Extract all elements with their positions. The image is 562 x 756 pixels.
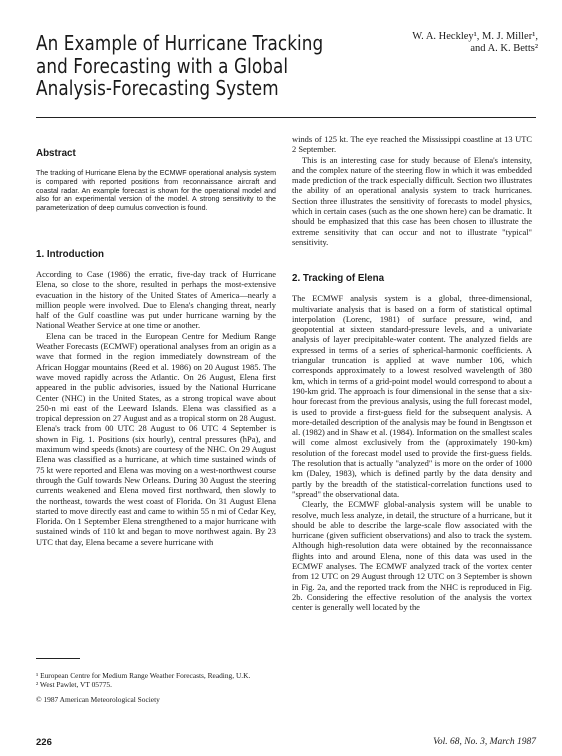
author-list — [412, 31, 538, 55]
title-line-1: An Example of Hurricane Tracking — [36, 31, 324, 55]
footnotes — [36, 672, 276, 705]
tracking-paragraph-2: Clearly, the ECMWF global-analysis system will be unable to resolve, much less analyze, in detail, the structure of a hurricane, but it should be able to describe the large-scale flow associated with the hurricane (given sufficient observations) and also to track the system. Although high-resolution data were obtained by the reconnaissance flights into and around Elena, none of this data was used in the ECMWF analyses. The ECMWF analyzed track of the vortex center from 12 UTC on 29 August through 12 UTC on 3 September is shown in Fig. 2a, and the reported track from the NHC is reproduced in Fig. 2b. Considering the effective resolution of the analysis the vortex center is generally well located by the — [292, 499, 532, 613]
introduction-heading: 1. Introduction — [36, 248, 105, 260]
title-rule — [36, 117, 536, 118]
introduction-continued-paragraph: winds of 125 kt. The eye reached the Mississippi coastline at 13 UTC 2 September. — [292, 134, 532, 155]
journal-citation: Vol. 68, No. 3, March 1987 — [433, 737, 536, 747]
abstract-heading: Abstract — [36, 148, 76, 159]
title-line-3: Analysis-Forecasting System — [36, 76, 279, 100]
page-number: 226 — [36, 737, 52, 748]
footnote-1: ¹ European Centre for Medium Range Weather Forecasts, Reading, U.K. — [36, 671, 251, 680]
tracking-heading: 2. Tracking of Elena — [292, 273, 385, 285]
authors-line-2: and A. K. Betts² — [470, 43, 538, 54]
introduction-paragraph-3: This is an interesting case for study because of Elena's intensity, and the complex nature of the steering flow in which it was embedded made prediction of the track especially difficult. Section two illustrates the ability of an operational analysis system to track hurricanes. Section three illustrates the sensitivity of forecasts to model physics, which in certain cases (such as the one shown here) can be dramatic. It should be emphasized that this case has been chosen to illustrate the extreme sensitivity that can occur and not to illustrate "typical" sensitivity. — [292, 154, 532, 247]
right-column — [292, 134, 532, 612]
footnote-rule — [36, 658, 80, 659]
tracking-paragraph-1: The ECMWF analysis system is a global, three-dimensional, multivariate analysis that is based on a form of statistical optimal interpolation (Lorenc, 1981) of surface pressure, wind, and geopotential at sixteen standard-pressure levels, and a univariate analysis of layer precipitable-water content. The analyzed fields are expressed in terms of a series of spherical-harmonic coefficients. A triangular truncation is applied at wave number 106, which corresponds approximately to a lowest resolved wavelength of 380 km, which in terms of a grid-point model would correspond to about a 190-km grid. The approach is four dimensional in the sense that a six-hour forecast from the previous analysis, using the full forecast model, is used to provide a first-guess field for the subsequent analysis. A more-detailed description of the analysis may be found in Bengtsson et al. (1982) and in Shaw et al. (1984). Information on the smallest scales will come almost exclusively from the (approximately 190-km) resolution of the forecast model used to provide the first-guess fields. The resolution that is actually "analyzed" is more on the order of 1000 km (Daley, 1983), which is defined partly by the data density and partly by the breadth of the statistical-correlation functions used to "spread" the observational data. — [292, 293, 532, 499]
introduction-paragraph-2: Elena can be traced in the European Centre for Medium Range Weather Forecasts (ECMWF) operational analyses from an origin as a wave that formed in the region immediately downstream of the African Hoggar mountains (Reed et al. 1986) on 20 August 1985. The wave moved rapidly across the Atlantic. On 26 August, Elena first appeared in the public advisories, issued by the National Hurricane Center (NHC) in the United States, as a strong tropical wave about 250-n mi east of the Leeward Islands. Elena was classified as a tropical depression on 27 August and as a tropical storm on 28 August. Elena's track from 00 UTC 28 August to 06 UTC 4 September is shown in Fig. 1. Positions (six hourly), central pressures (hPa), and maximum wind speeds (knots) are courtesy of the NHC. On 29 August Elena was classified as a hurricane, at which time sustained winds of 75 kt were reported and Elena was moving on a west-northwest course through the Gulf towards New Orleans. During 30 August the steering currents weakened and Elena moved first northward, then slowly to the northeast, towards the west coast of Florida. On 31 August Elena started to move directly east and came to within 55 n mi of Cedar Key, Florida. On 1 September Elena strengthened to a major hurricane with sustained winds of 110 kt and began to move northwest again. By 23 UTC that day, Elena became a severe hurricane with — [36, 330, 276, 547]
left-column — [36, 134, 276, 547]
copyright-notice: © 1987 American Meteorological Society — [36, 695, 160, 705]
abstract-text: The tracking of Hurricane Elena by the ECMWF operational analysis system is compared with reported positions from reconnaissance aircraft and coastal radar. An example forecast is shown for the operational model and also for an experimental version of the model. A strong sensitivity to the parameterization of deep cumulus convection is found. — [36, 169, 276, 213]
title-line-2: and Forecasting with a Global — [36, 53, 289, 78]
paper-title — [36, 31, 324, 100]
introduction-paragraph-1: According to Case (1986) the erratic, five-day track of Hurricane Elena, so close to the shore, resulted in perhaps the most-extensive evacuation in the history of the United States of America—nearly a million people were involved. Due to Elena's changing threat, nearly half of the Gulf coastline was put under hurricane warning by the National Weather Service at one time or another. — [36, 268, 276, 331]
footnote-2: ² West Pawlet, VT 05775. — [36, 679, 112, 689]
authors-line-1: W. A. Heckley¹, M. J. Miller¹, — [412, 31, 538, 42]
